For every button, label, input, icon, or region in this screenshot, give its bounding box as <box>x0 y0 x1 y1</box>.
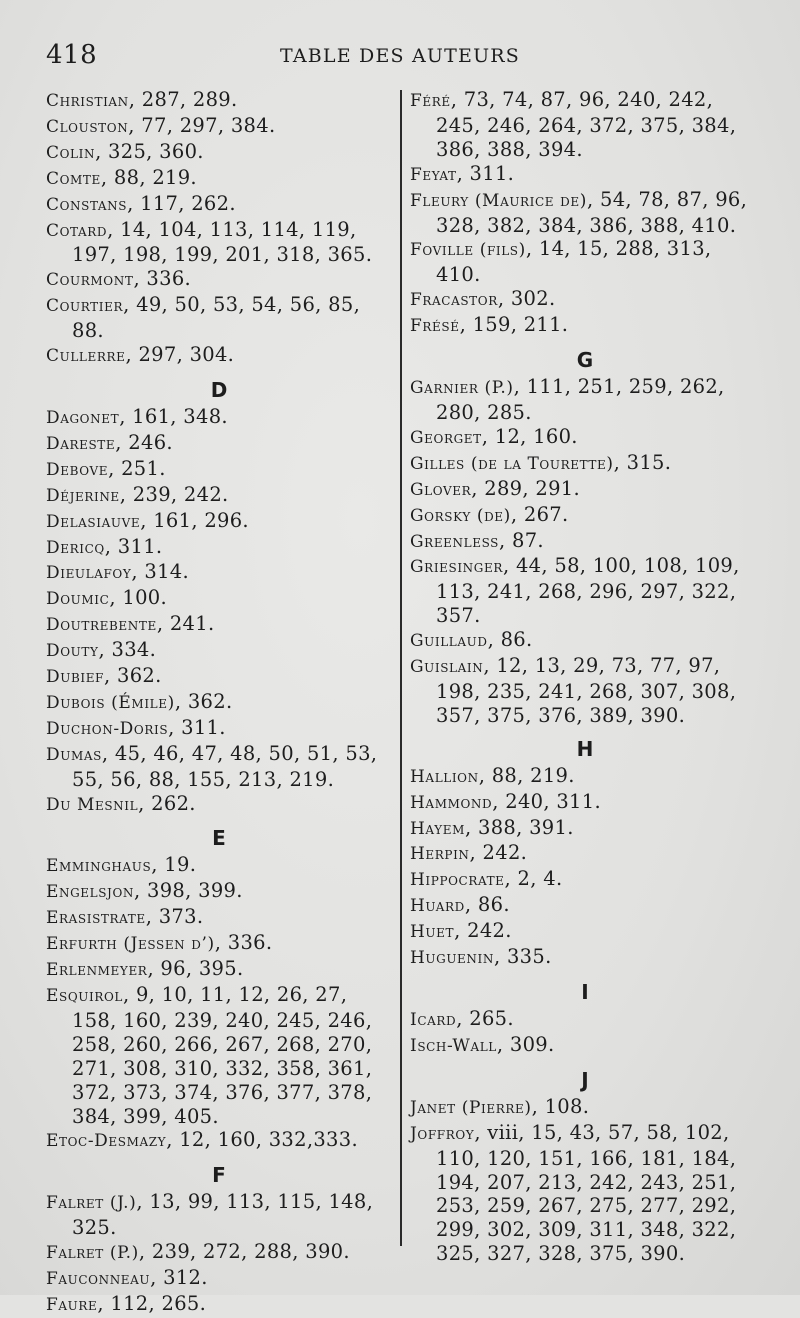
author-name: Du Mesnil <box>46 794 139 815</box>
index-entry <box>410 88 760 162</box>
author-name: Garnier (P.) <box>410 378 514 399</box>
page-references: , 242. <box>469 841 528 865</box>
page-references: , 161, 296. <box>140 508 249 532</box>
author-name: Faure <box>46 1294 98 1315</box>
page-references: , 239, 272, 288, 390. <box>138 1240 350 1264</box>
index-entry <box>46 192 392 218</box>
index-entry <box>410 893 760 919</box>
page-references: , 12, 160, 332,333. <box>166 1128 358 1152</box>
column-divider <box>400 90 402 1246</box>
page-references: , 88, 219. <box>100 165 197 189</box>
index-entry <box>410 237 760 287</box>
page-references: , 335. <box>493 945 552 969</box>
index-entry <box>46 535 392 561</box>
section-letter: J <box>581 1067 589 1092</box>
page-references: , 159, 211. <box>459 313 569 337</box>
index-entry <box>46 931 392 957</box>
author-name: Christian <box>46 91 129 111</box>
page-references: , 334. <box>98 638 157 662</box>
index-entry <box>46 664 392 690</box>
index-entry <box>410 287 760 313</box>
page-references: , 88, 219. <box>478 763 575 787</box>
index-entry <box>410 503 760 529</box>
page-references: , 246. <box>115 430 173 454</box>
author-name: Isch-Wall <box>410 1035 497 1056</box>
index-entry <box>410 945 760 971</box>
author-name: Guislain <box>410 657 484 678</box>
author-name: Hallion <box>410 766 479 787</box>
page-references: , 311. <box>168 715 226 739</box>
index-entry <box>46 457 392 483</box>
author-name: Hayem <box>410 818 465 839</box>
index-entry <box>410 529 760 555</box>
index-column-left <box>46 88 392 1318</box>
index-entry <box>410 628 760 654</box>
page-references: , 362. <box>174 689 233 713</box>
index-entry <box>46 509 392 535</box>
index-entry <box>46 853 392 879</box>
page-references: , 49, 50, 53, 54, 56, 85, 88. <box>72 293 361 343</box>
page-references: , 309. <box>496 1032 555 1056</box>
index-entry <box>46 1128 392 1154</box>
section-letter: E <box>212 826 226 851</box>
author-name: Hippocrate <box>410 870 505 891</box>
page-references: , 111, 251, 259, 262, 280, 285. <box>436 375 725 424</box>
author-name: Dagonet <box>46 407 120 428</box>
index-entry <box>46 218 392 268</box>
author-name: Doumic <box>46 589 110 610</box>
author-name: Huard <box>410 896 465 917</box>
author-name: Esquirol <box>46 986 123 1006</box>
index-entry <box>410 790 760 816</box>
index-entry <box>46 905 392 931</box>
index-entry <box>410 425 760 451</box>
index-entry <box>46 88 392 114</box>
author-name: Erfurth (Jessen d’) <box>46 934 215 955</box>
index-entry <box>410 919 760 945</box>
index-entry <box>46 1240 392 1266</box>
author-name: Comte <box>46 168 101 189</box>
author-name: Courmont <box>46 270 134 291</box>
page-references: , 19. <box>151 853 197 877</box>
page-references: , 362. <box>104 664 162 688</box>
page-references: , 161, 348. <box>119 404 228 428</box>
author-name: Courtier <box>46 296 124 317</box>
author-name: Falret (J.) <box>46 1193 137 1214</box>
author-name: Douty <box>46 641 99 662</box>
index-entry <box>410 654 760 728</box>
index-entry <box>46 267 392 293</box>
author-name: Falret (P.) <box>46 1243 139 1264</box>
section-letter: H <box>576 736 594 761</box>
author-name: Féré <box>410 91 451 111</box>
page-references: , 241. <box>156 612 215 636</box>
index-entry <box>46 560 392 586</box>
author-name: Etoc-Desmazy <box>46 1131 167 1152</box>
page-references: , 14, 104, 113, 114, 119, 197, 198, 199, 201, 318, 365. <box>72 217 373 267</box>
page-references: , 12, 13, 29, 73, 77, 97, 198, 235, 241, 268, 307, 308, 357, 375, 376, 389, 390. <box>436 654 737 727</box>
index-entry <box>410 1007 760 1033</box>
index-entry <box>46 483 392 509</box>
page-references: , 112, 265. <box>97 1291 207 1315</box>
index-entry <box>410 554 760 628</box>
author-name: Guillaud <box>410 631 488 652</box>
index-entry <box>46 1266 392 1292</box>
index-column-right <box>410 88 760 1266</box>
author-name: Greenless <box>410 531 499 552</box>
page-references: , 9, 10, 11, 12, 26, 27, 158, 160, 239, 240, 245, 246, 258, 260, 266, 267, 268, 270, 271, 308, 310, 332, 358, 361, 372, 373, 374, 376, 377, 378, 384, 399, 405. <box>72 983 373 1128</box>
page-references: , 297, 304. <box>125 343 235 367</box>
section-letter: F <box>212 1163 226 1188</box>
author-name: Joffroy <box>410 1123 475 1144</box>
author-name: Gilles (de la Tourette) <box>410 453 614 474</box>
page-references: , 73, 74, 87, 96, 240, 242, 245, 246, 264, 372, 375, 384, 386, 388, 394. <box>436 88 737 161</box>
index-entry <box>46 690 392 716</box>
page-references: , 2, 4. <box>504 867 563 891</box>
author-name: Griesinger <box>410 557 503 578</box>
index-entry <box>410 375 760 425</box>
author-name: Fleury (Maurice de) <box>410 190 587 211</box>
running-header <box>0 45 800 67</box>
index-entry <box>410 1095 760 1121</box>
author-name: Janet (Pierre) <box>410 1097 532 1118</box>
page-references: , 87. <box>499 528 544 552</box>
page-references: , 311. <box>456 161 515 185</box>
page-references: , 251. <box>108 456 166 480</box>
index-entry <box>46 114 392 140</box>
author-name: Colin <box>46 142 96 163</box>
index-entry <box>410 477 760 503</box>
section-letter: D <box>210 377 228 402</box>
author-name: Cullerre <box>46 346 126 367</box>
page-references: , 267. <box>510 502 569 526</box>
page-references: , 388, 391. <box>464 815 574 839</box>
page-references: , 14, 15, 288, 313, 410. <box>436 237 712 287</box>
page-references: , 54, 78, 87, 96, 328, 382, 384, 386, 388, 410. <box>436 187 748 237</box>
page-references: , 44, 58, 100, 108, 109, 113, 241, 268, 296, 297, 322, 357. <box>436 554 740 628</box>
index-entry <box>46 343 392 369</box>
page-references: , 77, 297, 384. <box>128 113 276 137</box>
page-references: , 239, 242. <box>119 482 229 506</box>
index-entry <box>46 140 392 166</box>
index-entry <box>46 612 392 638</box>
author-name: Erasistrate <box>46 908 146 929</box>
index-entry <box>46 166 392 192</box>
page-number: 418 <box>46 40 98 70</box>
page-references: , 373. <box>145 905 204 929</box>
index-entry <box>46 983 392 1128</box>
author-name: Fauconneau <box>46 1269 151 1290</box>
section-letter: G <box>576 348 594 373</box>
page-references: , viii, 15, 43, 57, 58, 102, 110, 120, 151, 166, 181, 184, 194, 207, 213, 242, 243, 251, 253, 259, 267, 275, 277, 292, 299, 302, 309, 311, 348, 322, 325, 327, 328, 375, 390. <box>436 1120 737 1266</box>
index-entry <box>410 1033 760 1059</box>
index-entry <box>410 313 760 339</box>
author-name: Huguenin <box>410 948 494 969</box>
author-name: Duchon-Doris <box>46 718 169 739</box>
page-references: , 117, 262. <box>127 191 236 215</box>
page-references: , 86. <box>487 628 533 652</box>
page-references: , 265. <box>456 1007 514 1030</box>
index-entry <box>410 1121 760 1266</box>
running-header-title: TABLE DES AUTEURS <box>279 45 520 67</box>
author-name: Debove <box>46 459 109 480</box>
page-references: , 262. <box>138 791 196 815</box>
index-entry <box>46 1292 392 1318</box>
page-references: , 242. <box>454 919 512 943</box>
author-name: Frésé <box>410 316 460 337</box>
author-name: Dumas <box>46 744 102 765</box>
page-references: , 314. <box>131 560 189 584</box>
author-name: Dericq <box>46 537 105 558</box>
author-name: Dareste <box>46 433 116 454</box>
page-references: , 315. <box>613 450 672 474</box>
index-entry <box>46 792 392 818</box>
index-entry <box>46 742 392 792</box>
author-name: Huet <box>410 922 455 943</box>
author-name: Cotard <box>46 220 108 241</box>
page-references: , 312. <box>150 1266 208 1290</box>
author-name: Déjerine <box>46 485 120 506</box>
author-name: Emminghaus <box>46 856 152 877</box>
author-name: Glover <box>410 479 472 500</box>
index-entry <box>46 405 392 431</box>
page-references: , 100. <box>109 586 168 610</box>
author-name: Herpin <box>410 844 470 865</box>
index-entry <box>410 816 760 842</box>
author-name: Dieulafoy <box>46 563 132 584</box>
index-entry <box>410 841 760 867</box>
index-entry <box>46 716 392 742</box>
page-references: , 287, 289. <box>128 88 238 111</box>
page-references: , 12, 160. <box>481 424 578 448</box>
page-references: , 13, 99, 113, 115, 148, 325. <box>72 1190 374 1240</box>
author-name: Clouston <box>46 116 129 137</box>
index-entry <box>46 293 392 343</box>
page-references: , 45, 46, 47, 48, 50, 51, 53, 55, 56, 88, 155, 213, 219. <box>72 741 378 791</box>
author-name: Constans <box>46 194 128 215</box>
index-entry <box>46 586 392 612</box>
section-letter: I <box>581 980 589 1004</box>
index-entry <box>410 764 760 790</box>
author-name: Doutrebente <box>46 615 157 636</box>
page-references: , 108. <box>531 1094 590 1118</box>
author-name: Fracastor <box>410 290 498 311</box>
author-name: Hammond <box>410 792 493 813</box>
page-references: , 86. <box>464 893 510 917</box>
page-references: , 302. <box>497 287 556 311</box>
author-name: Gorsky (de) <box>410 505 511 526</box>
author-name: Dubief <box>46 667 104 688</box>
author-name: Delasiauve <box>46 511 141 532</box>
author-name: Feyat <box>410 164 457 185</box>
page-references: , 96, 395. <box>147 957 244 981</box>
page-references: , 336. <box>214 931 273 955</box>
author-name: Engelsjon <box>46 882 134 903</box>
author-name: Erlenmeyer <box>46 960 148 981</box>
author-name: Icard <box>410 1010 457 1030</box>
author-name: Foville (fils) <box>410 240 526 261</box>
author-name: Georget <box>410 427 482 448</box>
page-references: , 398, 399. <box>134 879 243 903</box>
page-references: , 336. <box>133 267 192 291</box>
page-references: , 289, 291. <box>471 476 580 500</box>
index-entry <box>46 957 392 983</box>
index-entry <box>410 188 760 238</box>
author-name: Dubois (Émile) <box>46 692 175 713</box>
index-entry <box>410 162 760 188</box>
index-entry <box>410 867 760 893</box>
index-entry <box>46 879 392 905</box>
page-references: , 311. <box>104 534 163 558</box>
index-entry <box>46 638 392 664</box>
index-entry <box>410 451 760 477</box>
page-references: , 325, 360. <box>95 139 204 163</box>
page-references: , 240, 311. <box>492 789 601 813</box>
index-entry <box>46 431 392 457</box>
index-entry <box>46 1190 392 1240</box>
